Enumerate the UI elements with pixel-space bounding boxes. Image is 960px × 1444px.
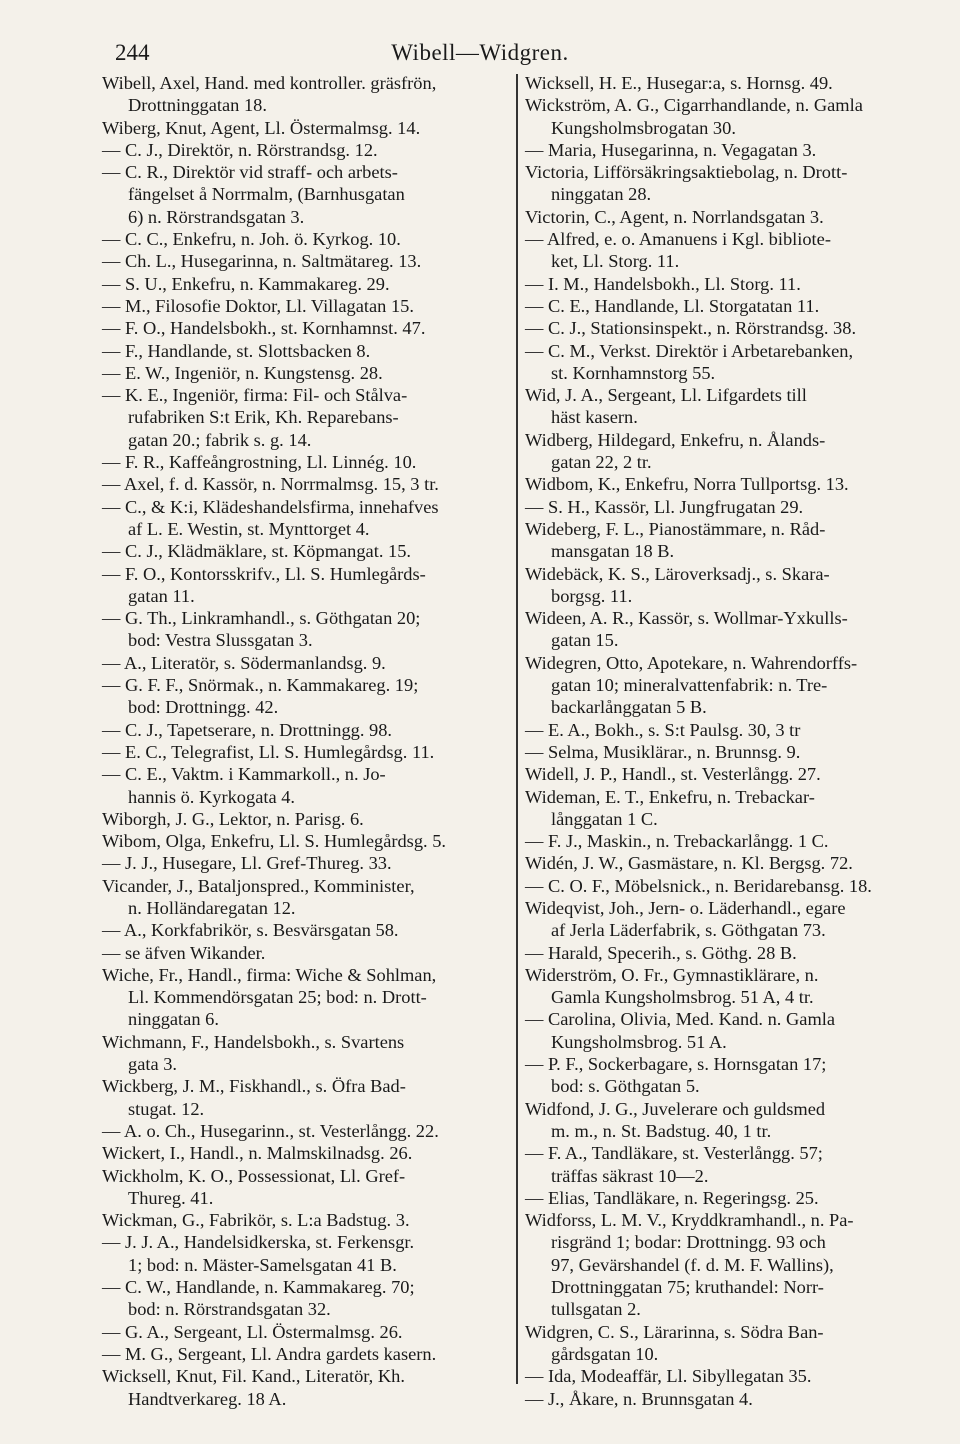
directory-entry xyxy=(525,875,950,897)
entry-line: Wiche, Fr., Handl., firma: Wiche & Sohlman, xyxy=(102,964,437,985)
entry-line: — F. O., Kontorsskrifv., Ll. S. Humlegårds- xyxy=(102,563,426,584)
directory-entry xyxy=(102,1120,510,1142)
directory-entry xyxy=(525,1053,950,1098)
entry-line: 6) n. Rörstrandsgatan 3. xyxy=(128,206,305,227)
entry-line: stugat. 12. xyxy=(128,1098,205,1119)
directory-entry xyxy=(102,964,510,1031)
directory-entry xyxy=(102,384,510,451)
entry-line: — Elias, Tandläkare, n. Regeringsg. 25. xyxy=(525,1187,819,1208)
directory-entry xyxy=(525,1209,950,1320)
entry-line: Wideen, A. R., Kassör, s. Wollmar-Yxkulls- xyxy=(525,608,848,629)
entry-line: Widforss, L. M. V., Kryddkramhandl., n. Pa- xyxy=(525,1210,854,1231)
directory-entry xyxy=(102,563,510,608)
entry-line: gatan 15. xyxy=(551,630,619,651)
entry-line: af L. E. Westin, st. Mynttorget 4. xyxy=(128,518,370,539)
directory-entry xyxy=(102,250,510,272)
entry-line: — F. R., Kaffeångrostning, Ll. Linnég. 10. xyxy=(102,452,417,473)
entry-line: — G. Th., Linkramhandl., s. Göthgatan 20; xyxy=(102,608,421,629)
directory-entry xyxy=(102,295,510,317)
directory-entry xyxy=(525,719,950,741)
entry-line: — J. J. A., Handelsidkerska, st. Ferkensgr. xyxy=(102,1232,415,1253)
entry-line: Widén, J. W., Gasmästare, n. Kl. Bergsg. 72. xyxy=(525,853,853,874)
entry-line: — Ch. L., Husegarinna, n. Saltmätareg. 13. xyxy=(102,251,422,272)
directory-entry xyxy=(102,852,510,874)
directory-entry xyxy=(525,317,950,339)
directory-entry xyxy=(102,830,510,852)
entry-line: — C. J., Tapetserare, n. Drottningg. 98. xyxy=(102,719,393,740)
directory-entry xyxy=(102,875,510,920)
entry-line: — K. E., Ingeniör, firma: Fil- och Stålva- xyxy=(102,385,408,406)
directory-entry xyxy=(102,1231,510,1276)
entry-line: gatan 11. xyxy=(128,585,195,606)
directory-entry xyxy=(102,808,510,830)
directory-entry xyxy=(525,852,950,874)
entry-line: Widfond, J. G., Juvelerare och guldsmed xyxy=(525,1098,826,1119)
directory-entry xyxy=(102,1031,510,1076)
page-header xyxy=(0,40,960,70)
entry-line: — F. A., Tandläkare, st. Vesterlångg. 57; xyxy=(525,1143,823,1164)
entry-line: Wiberg, Knut, Agent, Ll. Östermalmsg. 14. xyxy=(102,117,421,138)
directory-entry xyxy=(102,451,510,473)
entry-line: — E. W., Ingeniör, n. Kungstensg. 28. xyxy=(102,362,383,383)
entry-line: gata 3. xyxy=(128,1054,178,1075)
entry-line: — C. R., Direktör vid straff- och arbets- xyxy=(102,162,398,183)
entry-line: — Selma, Musiklärar., n. Brunnsg. 9. xyxy=(525,741,801,762)
entry-line: Vicander, J., Bataljonspred., Komminister, xyxy=(102,875,415,896)
entry-line: — C. J., Stationsinspekt., n. Rörstrandsg. 38. xyxy=(525,318,857,339)
directory-entry xyxy=(525,786,950,831)
directory-entry xyxy=(525,340,950,385)
entry-line: Wickert, I., Handl., n. Malmskilnadsg. 26. xyxy=(102,1143,413,1164)
entry-line: hannis ö. Kyrkogata 4. xyxy=(128,786,296,807)
directory-entry xyxy=(102,607,510,652)
entry-line: risgränd 1; bodar: Drottningg. 93 och xyxy=(551,1232,826,1253)
entry-line: — C. E., Handlande, Ll. Storgatatan 11. xyxy=(525,295,820,316)
entry-line: Thureg. 41. xyxy=(128,1187,214,1208)
directory-entry xyxy=(102,942,510,964)
directory-entry xyxy=(525,429,950,474)
directory-entry xyxy=(525,496,950,518)
entry-line: Widell, J. P., Handl., st. Vesterlångg. 27. xyxy=(525,764,821,785)
entry-line: — Carolina, Olivia, Med. Kand. n. Gamla xyxy=(525,1009,836,1030)
entry-line: — C. J., Direktör, n. Rörstrandsg. 12. xyxy=(102,139,378,160)
directory-entry xyxy=(102,540,510,562)
entry-line: — G. A., Sergeant, Ll. Östermalmsg. 26. xyxy=(102,1321,403,1342)
directory-entry xyxy=(102,317,510,339)
directory-entry xyxy=(102,1343,510,1365)
entry-line: — F. O., Handelsbokh., st. Kornhamnst. 47. xyxy=(102,318,426,339)
directory-entry xyxy=(525,964,950,1009)
entry-line: borgsg. 11. xyxy=(551,585,633,606)
directory-entry xyxy=(525,139,950,161)
entry-line: tullsgatan 2. xyxy=(551,1299,641,1320)
entry-line: — E. C., Telegrafist, Ll. S. Humlegårdsg. 11. xyxy=(102,741,435,762)
directory-entry xyxy=(102,496,510,541)
entry-line: — F., Handlande, st. Slottsbacken 8. xyxy=(102,340,371,361)
entry-line: ket, Ll. Storg. 11. xyxy=(551,251,680,272)
entry-line: Drottninggatan 75; kruthandel: Norr- xyxy=(551,1277,824,1298)
directory-entry xyxy=(525,652,950,719)
directory-entry xyxy=(525,72,950,94)
entry-line: Kungsholmsbrogatan 30. xyxy=(551,117,736,138)
directory-entry xyxy=(102,674,510,719)
right-column xyxy=(525,72,950,1410)
directory-entry xyxy=(525,741,950,763)
directory-entry xyxy=(525,1388,950,1410)
entry-line: Wideqvist, Joh., Jern- o. Läderhandl., egare xyxy=(525,897,846,918)
directory-entry xyxy=(102,340,510,362)
entry-line: Drottninggatan 18. xyxy=(128,95,267,116)
directory-entry xyxy=(525,518,950,563)
directory-entry xyxy=(525,1008,950,1053)
entry-line: m. m., n. St. Badstug. 40, 1 tr. xyxy=(551,1120,772,1141)
entry-line: — Alfred, e. o. Amanuens i Kgl. bibliote- xyxy=(525,229,831,250)
directory-entry xyxy=(525,228,950,273)
entry-line: gatan 20.; fabrik s. g. 14. xyxy=(128,429,312,450)
entry-line: — S. U., Enkefru, n. Kammakareg. 29. xyxy=(102,273,390,294)
directory-entry xyxy=(102,139,510,161)
entry-line: Wid, J. A., Sergeant, Ll. Lifgardets till xyxy=(525,385,807,406)
entry-line: Wibom, Olga, Enkefru, Ll. S. Humlegårdsg. 5. xyxy=(102,831,447,852)
entry-line: — M., Filosofie Doktor, Ll. Villagatan 15. xyxy=(102,295,414,316)
entry-line: — Ida, Modeaffär, Ll. Sibyllegatan 35. xyxy=(525,1366,812,1387)
entry-line: Wicksell, H. E., Husegar:a, s. Hornsg. 49. xyxy=(525,73,833,93)
directory-entry xyxy=(525,763,950,785)
entry-line: Widegren, Otto, Apotekare, n. Wahrendorffs- xyxy=(525,652,858,673)
entry-line: mansgatan 18 B. xyxy=(551,541,675,562)
entry-line: Wichmann, F., Handelsbokh., s. Svartens xyxy=(102,1031,405,1052)
directory-entry xyxy=(102,1365,510,1410)
directory-entry xyxy=(525,563,950,608)
entry-line: Wibell, Axel, Hand. med kontroller. gräsfrön, xyxy=(102,73,437,93)
entry-line: — A., Literatör, s. Södermanlandsg. 9. xyxy=(102,652,386,673)
entry-line: Wideman, E. T., Enkefru, n. Trebackar- xyxy=(525,786,815,807)
entry-line: n. Holländaregatan 12. xyxy=(128,897,296,918)
entry-line: Wickström, A. G., Cigarrhandlande, n. Gamla xyxy=(525,95,863,116)
directory-entry xyxy=(525,206,950,228)
entry-line: — S. H., Kassör, Ll. Jungfrugatan 29. xyxy=(525,496,804,517)
entry-line: Wicksell, Knut, Fil. Kand., Literatör, Kh. xyxy=(102,1366,405,1387)
entry-line: gårdsgatan 10. xyxy=(551,1343,659,1364)
directory-entry xyxy=(102,1075,510,1120)
entry-line: — J. J., Husegare, Ll. Gref-Thureg. 33. xyxy=(102,853,392,874)
column-divider xyxy=(516,74,518,1384)
entry-line: Widbom, K., Enkefru, Norra Tullportsg. 13. xyxy=(525,474,849,495)
directory-entry xyxy=(525,1365,950,1387)
entry-line: gatan 22, 2 tr. xyxy=(551,452,652,473)
entry-line: — C. J., Klädmäklare, st. Köpmangat. 15. xyxy=(102,541,412,562)
entry-line: Victoria, Lifförsäkringsaktiebolag, n. Drott- xyxy=(525,162,848,183)
entry-line: häst kasern. xyxy=(551,407,638,428)
directory-entry xyxy=(525,384,950,429)
entry-line: Wickholm, K. O., Possessionat, Ll. Gref- xyxy=(102,1165,406,1186)
page-number: 244 xyxy=(115,40,150,65)
entry-line: — C. E., Vaktm. i Kammarkoll., n. Jo- xyxy=(102,764,386,785)
directory-entry xyxy=(102,161,510,228)
entry-line: — Harald, Specerih., s. Göthg. 28 B. xyxy=(525,942,797,963)
directory-entry xyxy=(525,942,950,964)
directory-entry xyxy=(525,897,950,942)
directory-entry xyxy=(525,830,950,852)
entry-line: — J., Åkare, n. Brunnsgatan 4. xyxy=(525,1388,753,1409)
entry-line: träffas säkrast 10—2. xyxy=(551,1165,709,1186)
directory-entry xyxy=(525,1187,950,1209)
entry-line: ninggatan 6. xyxy=(128,1009,219,1030)
entry-line: — C. W., Handlande, n. Kammakareg. 70; xyxy=(102,1277,415,1298)
entry-line: af Jerla Läderfabrik, s. Göthgatan 73. xyxy=(551,920,826,941)
directory-entry xyxy=(102,919,510,941)
entry-line: gatan 10; mineralvattenfabrik: n. Tre- xyxy=(551,675,828,696)
directory-entry xyxy=(102,273,510,295)
entry-line: — C. O. F., Möbelsnick., n. Beridarebansg. 18. xyxy=(525,875,872,896)
entry-line: Widerström, O. Fr., Gymnastiklärare, n. xyxy=(525,964,819,985)
directory-entry xyxy=(102,72,510,117)
directory-entry xyxy=(525,1321,950,1366)
entry-line: Gamla Kungsholmsbrog. 51 A, 4 tr. xyxy=(551,987,814,1008)
left-column xyxy=(102,72,510,1410)
entry-line: — A., Korkfabrikör, s. Besvärsgatan 58. xyxy=(102,920,399,941)
directory-entry xyxy=(102,1276,510,1321)
entry-line: bod: n. Rörstrandsgatan 32. xyxy=(128,1299,331,1320)
entry-line: — C. C., Enkefru, n. Joh. ö. Kyrkog. 10. xyxy=(102,229,401,250)
entry-line: backarlånggatan 5 B. xyxy=(551,697,707,718)
entry-line: — M. G., Sergeant, Ll. Andra gardets kasern. xyxy=(102,1343,437,1364)
entry-line: — I. M., Handelsbokh., Ll. Storg. 11. xyxy=(525,273,801,294)
entry-line: — Maria, Husegarinna, n. Vegagatan 3. xyxy=(525,139,817,160)
entry-line: st. Kornhamnstorg 55. xyxy=(551,362,716,383)
entry-line: — A. o. Ch., Husegarinn., st. Vesterlångg. 22. xyxy=(102,1120,439,1141)
entry-line: långgatan 1 C. xyxy=(551,808,658,829)
entry-line: bod: Drottningg. 42. xyxy=(128,697,279,718)
entry-line: Wickman, G., Fabrikör, s. L:a Badstug. 3. xyxy=(102,1210,410,1231)
directory-entry xyxy=(102,763,510,808)
directory-entry xyxy=(102,473,510,495)
directory-entry xyxy=(102,1321,510,1343)
entry-line: bod: Vestra Slussgatan 3. xyxy=(128,630,313,651)
directory-entry xyxy=(102,1142,510,1164)
directory-entry xyxy=(525,473,950,495)
directory-entry xyxy=(102,1209,510,1231)
directory-entry xyxy=(525,161,950,206)
directory-entry xyxy=(525,295,950,317)
entry-line: Victorin, C., Agent, n. Norrlandsgatan 3. xyxy=(525,206,824,227)
directory-entry xyxy=(525,1098,950,1143)
directory-entry xyxy=(102,719,510,741)
directory-entry xyxy=(102,362,510,384)
directory-entry xyxy=(525,94,950,139)
entry-line: ninggatan 28. xyxy=(551,184,652,205)
entry-line: Wideberg, F. L., Pianostämmare, n. Råd- xyxy=(525,518,826,539)
directory-entry xyxy=(525,1142,950,1187)
directory-entry xyxy=(102,652,510,674)
entry-line: rufabriken S:t Erik, Kh. Reparebans- xyxy=(128,407,399,428)
entry-line: Handtverkareg. 18 A. xyxy=(128,1388,287,1409)
entry-line: — se äfven Wikander. xyxy=(102,942,266,963)
entry-line: Widgren, C. S., Lärarinna, s. Södra Ban- xyxy=(525,1321,824,1342)
entry-line: fängelset å Norrmalm, (Barnhusgatan xyxy=(128,184,405,205)
entry-line: — G. F. F., Snörmak., n. Kammakareg. 19; xyxy=(102,675,419,696)
entry-line: Ll. Kommendörsgatan 25; bod: n. Drott- xyxy=(128,987,427,1008)
entry-line: Wickberg, J. M., Fiskhandl., s. Öfra Bad- xyxy=(102,1076,406,1097)
directory-entry xyxy=(525,273,950,295)
entry-line: Kungsholmsbrog. 51 A. xyxy=(551,1031,727,1052)
directory-entry xyxy=(102,1165,510,1210)
entry-line: — E. A., Bokh., s. S:t Paulsg. 30, 3 tr xyxy=(525,719,801,740)
entry-line: — P. F., Sockerbagare, s. Hornsgatan 17; xyxy=(525,1054,827,1075)
directory-entry xyxy=(102,741,510,763)
entry-line: Widberg, Hildegard, Enkefru, n. Ålands- xyxy=(525,429,826,450)
entry-line: 97, Gevärshandel (f. d. M. F. Wallins), xyxy=(551,1254,834,1275)
directory-entry xyxy=(102,117,510,139)
directory-entry xyxy=(525,607,950,652)
entry-line: — C. M., Verkst. Direktör i Arbetarebanken, xyxy=(525,340,854,361)
entry-line: — C., & K:i, Klädeshandelsfirma, innehafves xyxy=(102,496,439,517)
entry-line: Widebäck, K. S., Läroverksadj., s. Skara- xyxy=(525,563,830,584)
running-head: Wibell—Widgren. xyxy=(391,40,569,65)
entry-line: 1; bod: n. Mäster-Samelsgatan 41 B. xyxy=(128,1254,397,1275)
entry-line: — Axel, f. d. Kassör, n. Norrmalmsg. 15, 3 tr. xyxy=(102,474,439,495)
entry-line: — F. J., Maskin., n. Trebackarlångg. 1 C. xyxy=(525,831,829,852)
entry-line: Wiborgh, J. G., Lektor, n. Parisg. 6. xyxy=(102,808,364,829)
directory-entry xyxy=(102,228,510,250)
entry-line: bod: s. Göthgatan 5. xyxy=(551,1076,700,1097)
